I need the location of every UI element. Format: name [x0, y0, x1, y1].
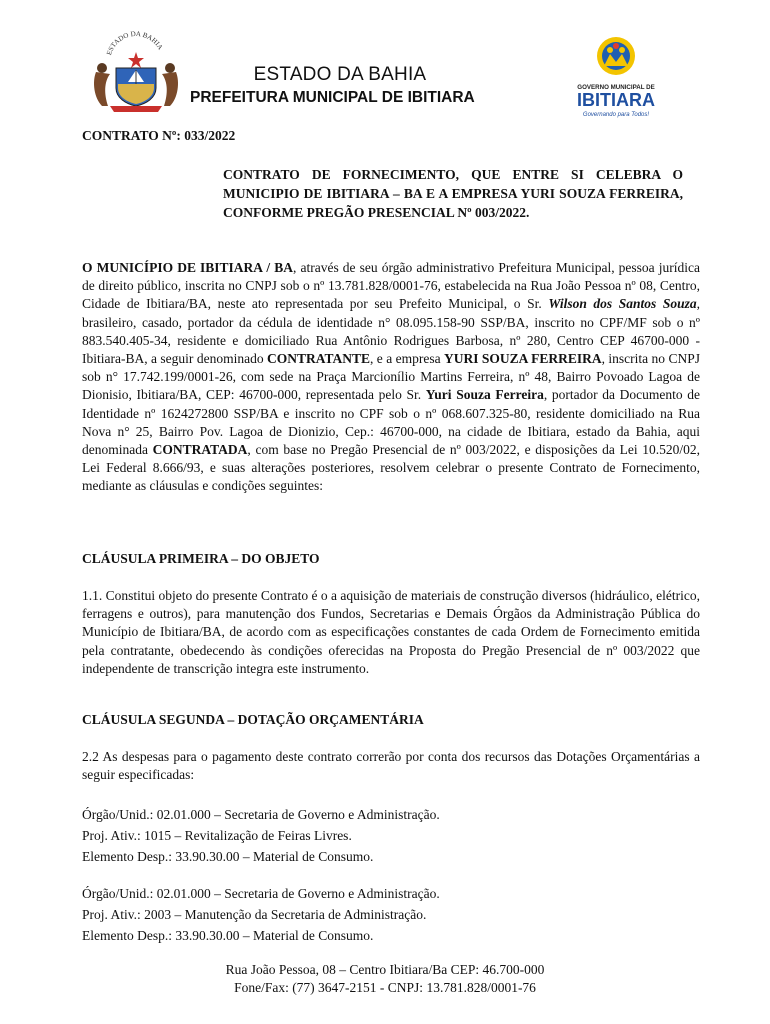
svg-text:ESTADO DA BAHIA — [105, 30, 164, 56]
allocation-proj: Proj. Ativ.: 1015 – Revitalização de Feiras Livres. — [82, 828, 352, 843]
preamble-text-6: , com base no Pregão Presencial de nº 003/2022, e disposições da Lei 10.520/02, Lei Federal 8.666/93, e suas alterações posteriores, resolvem celebrar o presente Contrato de Fornecimento, mediante as cláusulas e condições seguintes: — [82, 442, 700, 494]
footer-contact: Fone/Fax: (77) 3647-2151 - CNPJ: 13.781.828/0001-76 — [234, 980, 536, 995]
preamble-text-4: , inscrita no CNPJ sob n° 17.742.199/0001-26, com sede na Praça Marcionílio Martins Ferreira, nº 48, Bairro Povoado Lagoa de Dionisio, Ibitiara/BA, CEP: 46700-000, representada pelo Sr. — [82, 351, 700, 403]
municipality-name: O MUNICÍPIO DE IBITIARA / BA — [82, 260, 294, 275]
representative-name: Yuri Souza Ferreira — [425, 387, 544, 403]
company-name: YURI SOUZA FERREIRA — [444, 351, 602, 367]
logo-top-text: GOVERNO MUNICIPAL DE — [577, 84, 655, 91]
preamble-text-2: , brasileiro, casado, portador da cédula de identidade n° 08.095.158-90 SSP/BA, inscrito no CPF/MF sob o nº 883.540.405-34, residente e domiciliado Rua Antônio Rodrigues Barbosa, nº 280, Centro CEP 46700-000 - Ibitiara-BA, a seguir denominado — [82, 296, 701, 367]
clause-2-text: 2.2 As despesas para o pagamento deste contrato correrão por conta dos recursos das Dotações Orçamentárias a seguir especificadas: — [82, 749, 700, 783]
contract-number: CONTRATO Nº: 033/2022 — [82, 128, 236, 143]
contratada-label: CONTRATADA — [152, 442, 248, 458]
page-footer — [0, 961, 770, 997]
mayor-name: Wilson dos Santos Souza — [548, 296, 697, 312]
clause-1-text: 1.1. Constitui objeto do presente Contrato é o a aquisição de materiais de construção diversos (hidráulico, elétrico, ferragens e outros), para manutenção dos Fundos, Secretarias e Demais Órgãos da Administração Pública do Município de Ibitiara/BA, de acordo com as especificações constantes de cada Ordem de Fornecimento emitida pela contratante, obedecendo às condições oferecidas na Proposta do Pregão Presencial de nº 003/2022 que independente de transcrição integra este instrumento. — [82, 588, 700, 676]
allocation-proj: Proj. Ativ.: 2003 – Manutenção da Secretaria de Administração. — [82, 907, 427, 922]
allocation-orgao: Órgão/Unid.: 02.01.000 – Secretaria de Governo e Administração. — [82, 807, 440, 822]
ibitiara-logo-icon — [566, 36, 666, 120]
contract-subject: CONTRATO DE FORNECIMENTO, QUE ENTRE SI CELEBRA O MUNICIPIO DE IBITIARA – BA E A EMPRESA YURI SOUZA FERREIRA, CONFORME PREGÃO PRESENCIAL Nº 003/2022. — [223, 167, 683, 220]
logo-slogan-text: Governando para Todos! — [582, 112, 650, 118]
preamble-text-1: , através de seu órgão administrativo Prefeitura Municipal, pessoa jurídica de direito público, inscrita no CNPJ sob o nº 13.781.828/0001-76, estabelecida na Rua João Pessoa nº 08, Centro, Cidade de Ibitiara/BA, neste ato representada por seu Prefeito Municipal, o Sr. — [82, 260, 700, 312]
allocation-orgao: Órgão/Unid.: 02.01.000 – Secretaria de Governo e Administração. — [82, 886, 440, 901]
bahia-crest-icon — [88, 22, 184, 114]
preamble-paragraph — [82, 259, 700, 496]
allocation-elemento: Elemento Desp.: 33.90.30.00 – Material de Consumo. — [82, 849, 374, 864]
preamble-text-5: , portador da Documento de Identidade nº 1624272800 SSP/BA e inscrito no CPF sob o nº 068.607.325-80, residente domiciliado na Rua Nova n° 25, Bairro Pov. Lagoa de Dionizio, Cep.: 46700-000, na cidade de Ibitiara, estado da Bahia, aqui denominada — [82, 387, 701, 458]
contratante-label: CONTRATANTE — [266, 351, 370, 367]
footer-address: Rua João Pessoa, 08 – Centro Ibitiara/Ba CEP: 46.700-000 — [225, 962, 545, 977]
prefeitura-title: PREFEITURA MUNICIPAL DE IBITIARA — [190, 89, 475, 106]
budget-allocation-2 — [82, 883, 700, 946]
clause-2-heading: CLÁUSULA SEGUNDA – DOTAÇÃO ORÇAMENTÁRIA — [82, 712, 424, 727]
state-title: ESTADO DA BAHIA — [253, 64, 427, 85]
preamble-text-3: , e a empresa — [370, 351, 444, 367]
budget-allocation-1 — [82, 804, 700, 867]
crest-text: ESTADO DA BAHIA — [105, 29, 165, 57]
clause-1-heading: CLÁUSULA PRIMEIRA – DO OBJETO — [82, 551, 320, 566]
logo-name-text: IBITIARA — [577, 90, 655, 110]
allocation-elemento: Elemento Desp.: 33.90.30.00 – Material de Consumo. — [82, 928, 374, 943]
